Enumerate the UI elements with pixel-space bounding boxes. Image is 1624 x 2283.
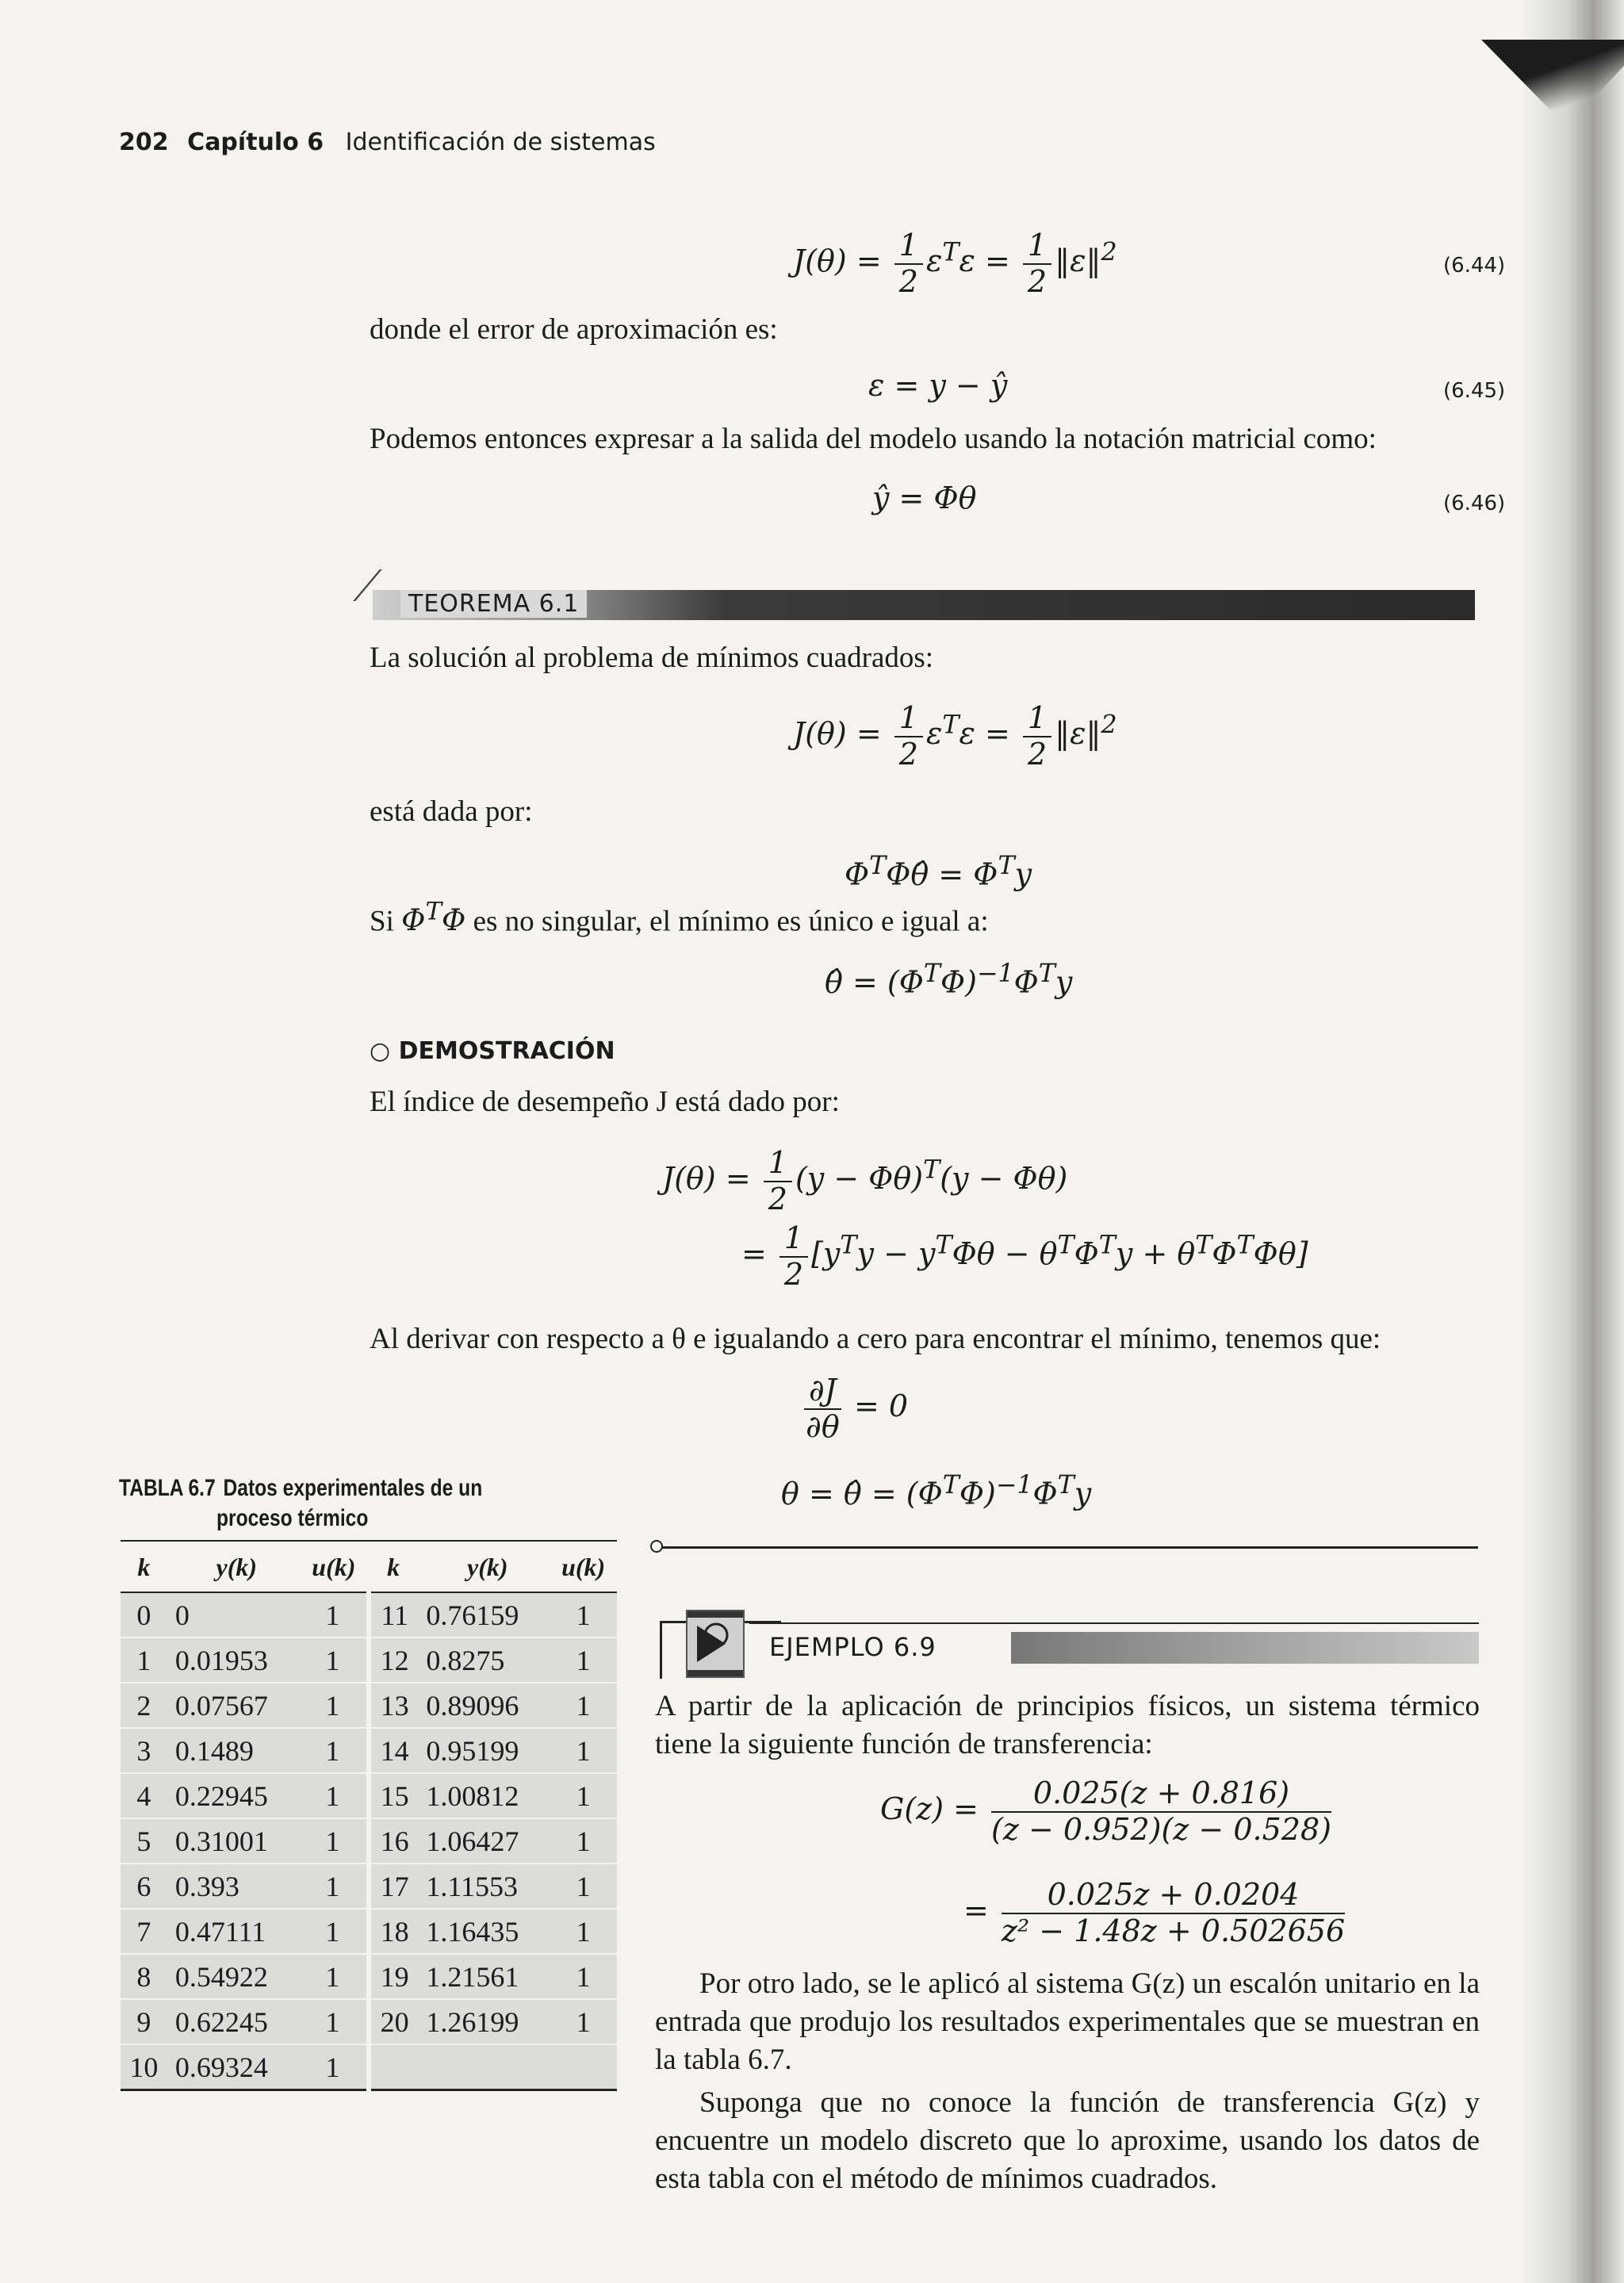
example-paragraph-3: Suponga que no conoce la función de transferencia G(z) y encuentre un modelo discreto que lo aproxime, usando los datos de esta tabla con el método de mínimos cuadrados. xyxy=(655,2086,1480,2196)
equation-6-46: ŷ = Φθ xyxy=(872,481,977,515)
text-fragment: Si xyxy=(370,905,394,938)
table-cell: 4 xyxy=(121,1773,167,1818)
table-title-line2: proceso térmico xyxy=(216,1504,369,1531)
text-fragment: es no singular, el mínimo es único e igual a: xyxy=(473,905,989,938)
table-cell: 0.8275 xyxy=(418,1638,550,1683)
table-cell: 0.22945 xyxy=(167,1773,299,1818)
column-header: u(k) xyxy=(299,1542,369,1592)
equation-j-expanded-2: = $\frac{1}{2}$ $[y^Ty - y^T\Phi\theta - \theta^T\Phi^Ty + \theta^T\Phi^T\Phi\theta]$ xyxy=(741,1220,1308,1292)
table-row xyxy=(121,1592,617,1638)
page-number: 202 xyxy=(119,128,169,156)
example-label: EJEMPLO 6.9 xyxy=(769,1632,936,1662)
table-cell: 0.69324 xyxy=(167,2044,299,2090)
table-cell: 16 xyxy=(369,1818,418,1864)
table-cell: 0.07567 xyxy=(167,1683,299,1728)
paragraph: Al derivar con respecto a θ e igualando a cero para encontrar el mínimo, tenemos que: xyxy=(370,1323,1381,1355)
theorem-label: TEOREMA 6.1 xyxy=(400,590,587,618)
column-header: k xyxy=(369,1542,418,1592)
table-cell: 1 xyxy=(550,1864,617,1909)
gz-denominator-1: (z − 0.952)(z − 0.528) xyxy=(991,1811,1331,1847)
table-row xyxy=(121,2044,617,2090)
example-icon xyxy=(686,1610,745,1678)
table-row xyxy=(121,1864,617,1909)
table-cell: 6 xyxy=(121,1864,167,1909)
gz-denominator-2: z² − 1.48z + 0.502656 xyxy=(1001,1913,1346,1948)
data-table xyxy=(121,1542,617,2091)
table-cell xyxy=(369,2044,418,2090)
table-cell: 1.06427 xyxy=(418,1818,550,1864)
table-cell: 1 xyxy=(299,1728,369,1773)
chapter-label: Capítulo 6 xyxy=(187,128,324,156)
table-cell: 0.47111 xyxy=(167,1909,299,1954)
table-cell: 12 xyxy=(369,1638,418,1683)
equation-solution: θ̂ = $(\Phi^T\Phi)^{-1}\Phi^Ty$ xyxy=(825,960,1073,1000)
table-cell: 2 xyxy=(121,1683,167,1728)
table-header-row xyxy=(121,1542,617,1592)
table-cell: 1 xyxy=(299,1864,369,1909)
table-cell xyxy=(418,2044,550,2090)
table-cell: 0.393 xyxy=(167,1864,299,1909)
equation-number: (6.45) xyxy=(1443,379,1506,403)
table-cell: 14 xyxy=(369,1728,418,1773)
divider-circle xyxy=(650,1540,663,1553)
table-cell xyxy=(550,2044,617,2090)
table-cell: 19 xyxy=(369,1954,418,1999)
table-cell: 1 xyxy=(550,1638,617,1683)
phi-t-phi: $\Phi^T\Phi$ xyxy=(401,898,466,938)
running-header xyxy=(119,128,656,156)
table-cell: 0.76159 xyxy=(418,1592,550,1638)
table-cell: 1 xyxy=(299,1773,369,1818)
table-cell: 3 xyxy=(121,1728,167,1773)
circle-icon: ○ xyxy=(370,1037,391,1065)
table-cell: 1.16435 xyxy=(418,1909,550,1954)
table-row xyxy=(121,1954,617,1999)
paragraph: donde el error de aproximación es: xyxy=(370,313,778,346)
table-row xyxy=(121,1728,617,1773)
table-cell: 0.54922 xyxy=(167,1954,299,1999)
table-cell: 1 xyxy=(550,1909,617,1954)
demo-heading xyxy=(370,1037,615,1065)
table-cell: 5 xyxy=(121,1818,167,1864)
table-cell: 7 xyxy=(121,1909,167,1954)
equation-j-expanded-1: J(θ) = $\frac{1}{2}$ $(y - \Phi\theta)^T(y - \Phi\theta)$ xyxy=(662,1145,1068,1216)
table-cell: 15 xyxy=(369,1773,418,1818)
equation-number: (6.46) xyxy=(1443,492,1506,515)
table-cell: 8 xyxy=(121,1954,167,1999)
gz-numerator-2: 0.025z + 0.0204 xyxy=(1002,1878,1345,1914)
equation-6-45: ε = y − ŷ xyxy=(868,368,1008,403)
table-cell: 0.62245 xyxy=(167,1999,299,2044)
equation-6-44: J(θ) = $\frac{1}{2}$ $\varepsilon^T\varepsilon$ = $\frac{1}{2}$ ‖ε‖$^2$ xyxy=(793,228,1117,299)
table-cell: 1 xyxy=(299,1683,369,1728)
table-cell: 1 xyxy=(550,1818,617,1864)
example-top-rule xyxy=(749,1622,1479,1624)
chapter-title: Identificación de sistemas xyxy=(345,128,656,156)
table-cell: 0.1489 xyxy=(167,1728,299,1773)
table-cell: 20 xyxy=(369,1999,418,2044)
paragraph: Podemos entonces expresar a la salida del modelo usando la notación matricial como: xyxy=(370,423,1377,455)
demo-label: DEMOSTRACIÓN xyxy=(398,1037,615,1065)
table-cell: 1 xyxy=(299,1818,369,1864)
table-cell: 10 xyxy=(121,2044,167,2090)
gz-numerator-1: 0.025(z + 0.816) xyxy=(991,1776,1331,1813)
table-cell: 1 xyxy=(299,1592,369,1638)
table-cell: 1.11553 xyxy=(418,1864,550,1909)
table-row xyxy=(121,1818,617,1864)
column-header: y(k) xyxy=(167,1542,299,1592)
table-cell: 18 xyxy=(369,1909,418,1954)
table-row xyxy=(121,1999,617,2044)
table-title-line1: Datos experimentales de un xyxy=(223,1475,483,1501)
paragraph: La solución al problema de mínimos cuadrados: xyxy=(370,642,934,674)
table-row xyxy=(121,1638,617,1683)
equation-gz-1: G(z) = $\frac{0.025(z + 0.816)}{(z - 0.952)(z - 0.528)}$ xyxy=(880,1775,1331,1847)
page-binding-shadow xyxy=(1521,0,1624,2283)
equation-theta-hat: θ = θ̂ = $(\Phi^T\Phi)^{-1}\Phi^Ty$ xyxy=(781,1471,1092,1511)
table-cell: 1 xyxy=(299,2044,369,2090)
table-cell: 1 xyxy=(550,1954,617,1999)
table-cell: 1 xyxy=(550,1683,617,1728)
table-row xyxy=(121,1773,617,1818)
table-cell: 9 xyxy=(121,1999,167,2044)
equation-number: (6.44) xyxy=(1443,254,1506,278)
table-cell: 0 xyxy=(167,1592,299,1638)
paragraph-singular xyxy=(370,896,989,940)
equation-normal: $\Phi^T\Phi\thetâ = \Phi^Ty$ xyxy=(845,852,1032,892)
table-caption xyxy=(119,1473,483,1533)
table-cell: 0.89096 xyxy=(418,1683,550,1728)
table-cell: 1.21561 xyxy=(418,1954,550,1999)
table-cell: 1 xyxy=(299,1999,369,2044)
table-top-rule xyxy=(121,1540,617,1542)
equation-gz-2: = $\frac{0.025z + 0.0204}{\text{z² − 1.48z + 0.502656}}$ xyxy=(963,1877,1346,1948)
table-cell: 0 xyxy=(121,1592,167,1638)
table-cell: 1 xyxy=(121,1638,167,1683)
equation-cost: J(θ) = $\frac{1}{2}$ $\varepsilon^T\varepsilon$ = $\frac{1}{2}$ ‖ε‖$^2$ xyxy=(793,700,1117,772)
column-header: y(k) xyxy=(418,1542,550,1592)
example-paragraph-1: A partir de la aplicación de principios físicos, un sistema térmico tiene la siguiente función de transferencia: xyxy=(655,1690,1480,1761)
table-cell: 1 xyxy=(299,1638,369,1683)
table-label: TABLA 6.7 xyxy=(119,1475,216,1501)
table-cell: 1 xyxy=(299,1909,369,1954)
section-divider xyxy=(657,1546,1478,1549)
table-cell: 1.00812 xyxy=(418,1773,550,1818)
paragraph: El índice de desempeño J está dado por: xyxy=(370,1086,840,1118)
table-cell: 0.95199 xyxy=(418,1728,550,1773)
table-cell: 1 xyxy=(550,1728,617,1773)
paragraph: está dada por: xyxy=(370,795,533,828)
table-cell: 1.26199 xyxy=(418,1999,550,2044)
table-row xyxy=(121,1683,617,1728)
table-cell: 1 xyxy=(550,1773,617,1818)
table-cell: 0.31001 xyxy=(167,1818,299,1864)
column-header: u(k) xyxy=(550,1542,617,1592)
table-cell: 17 xyxy=(369,1864,418,1909)
table-cell: 11 xyxy=(369,1592,418,1638)
table-cell: 13 xyxy=(369,1683,418,1728)
example-paragraph-2: Por otro lado, se le aplicó al sistema G(z) un escalón unitario en la entrada que produjo los resultados experimentales que se muestran en la tabla 6.7. xyxy=(655,1967,1480,2077)
table-cell: 1 xyxy=(299,1954,369,1999)
table-cell: 0.01953 xyxy=(167,1638,299,1683)
table-row xyxy=(121,1909,617,1954)
example-bar xyxy=(1011,1632,1479,1664)
table-cell: 1 xyxy=(550,1999,617,2044)
column-header: k xyxy=(121,1542,167,1592)
table-cell: 1 xyxy=(550,1592,617,1638)
equation-derivative: $\frac{\partial J}{\partial\theta}$ = 0 xyxy=(801,1373,908,1444)
